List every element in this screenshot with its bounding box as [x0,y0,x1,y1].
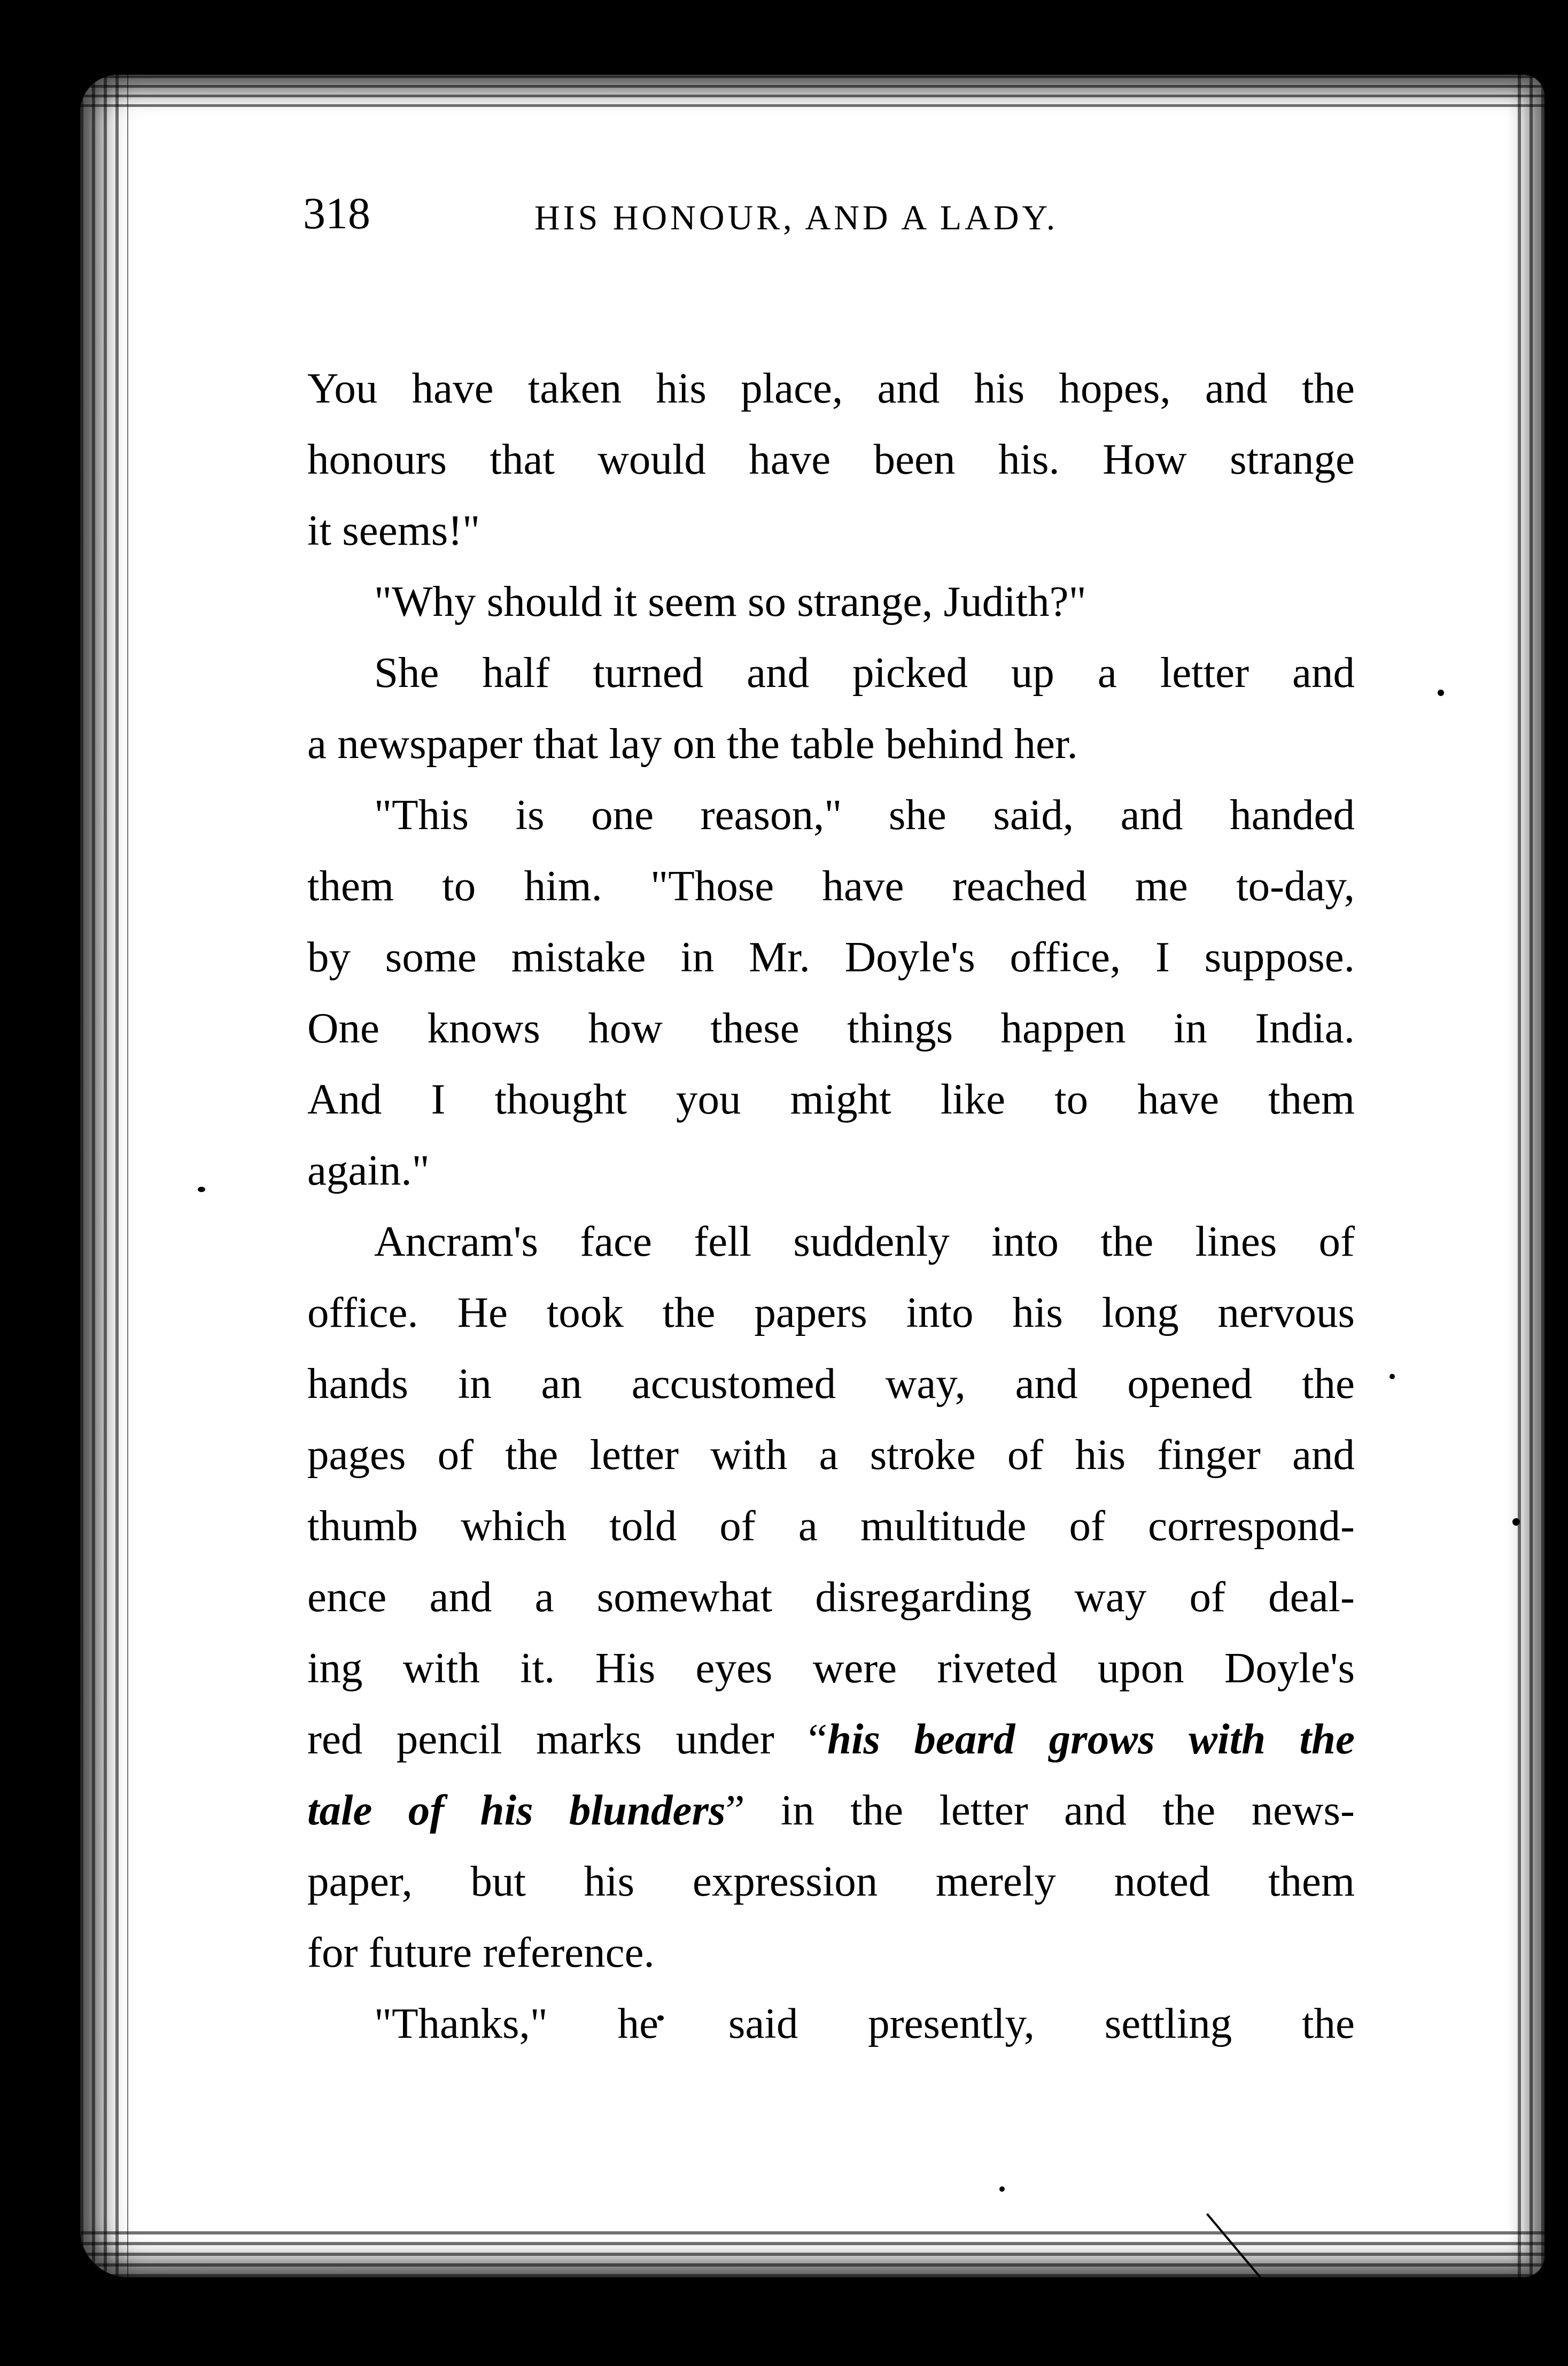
text-line: it seems!" [307,506,480,554]
text-line-with-italic [307,1704,1355,1775]
text-line: ing with it. His eyes were riveted upon Doyle's [307,1644,1355,1692]
scan-speck [1390,1374,1395,1379]
body-text [307,353,1355,2059]
text-line: again." [307,1146,430,1194]
text-line: One knows how these things happen in India. [307,1004,1355,1052]
scan-speck [1438,690,1444,696]
scan-speck [198,1187,205,1192]
top-edge-noise [80,75,1544,107]
page-number: 318 [303,189,370,238]
text-line: She half turned and picked up a letter and [374,648,1355,697]
running-title: HIS HONOUR, AND A LADY. [534,198,1059,237]
text-segment: red pencil marks under “ [307,1715,827,1763]
scan-speck [999,2186,1005,2192]
text-line: You have taken his place, and his hopes, and the [307,364,1355,412]
text-line: Ancram's face fell suddenly into the lines of [374,1217,1355,1265]
text-line: by some mistake in Mr. Doyle's office, I suppose. [307,933,1355,981]
text-line: for future reference. [307,1928,655,1976]
text-line: them to him. "Those have reached me to-day, [307,862,1355,910]
text-line: pages of the letter with a stroke of his finger and [307,1431,1355,1479]
text-line: hands in an accustomed way, and opened the [307,1359,1355,1408]
text-line: office. He took the papers into his long nervous [307,1288,1355,1336]
text-line: "Thanks," he said presently, settling the [374,1999,1355,2047]
bottom-edge-noise [80,2229,1544,2277]
text-line: And I thought you might like to have them [307,1075,1355,1123]
right-edge-noise [1518,75,1544,2277]
text-line: "This is one reason," she said, and handed [374,791,1355,839]
text-line: a newspaper that lay on the table behind her. [307,720,1078,768]
text-line: ence and a somewhat disregarding way of deal- [307,1573,1355,1621]
scan-speck [1512,1518,1520,1526]
text-line: honours that would have been his. How strange [307,435,1355,483]
italic-quote: his beard grows with the [827,1715,1355,1763]
text-line-with-italic [307,1775,1355,1846]
text-segment: ” in the letter and the news- [725,1786,1355,1834]
left-edge-noise [80,75,128,2277]
text-line: thumb which told of a multitude of correspond- [307,1502,1355,1550]
italic-quote: tale of his blunders [307,1786,726,1834]
text-line: "Why should it seem so strange, Judith?" [374,577,1086,625]
text-line: paper, but his expression merely noted them [307,1857,1355,1905]
running-head [0,182,1568,246]
